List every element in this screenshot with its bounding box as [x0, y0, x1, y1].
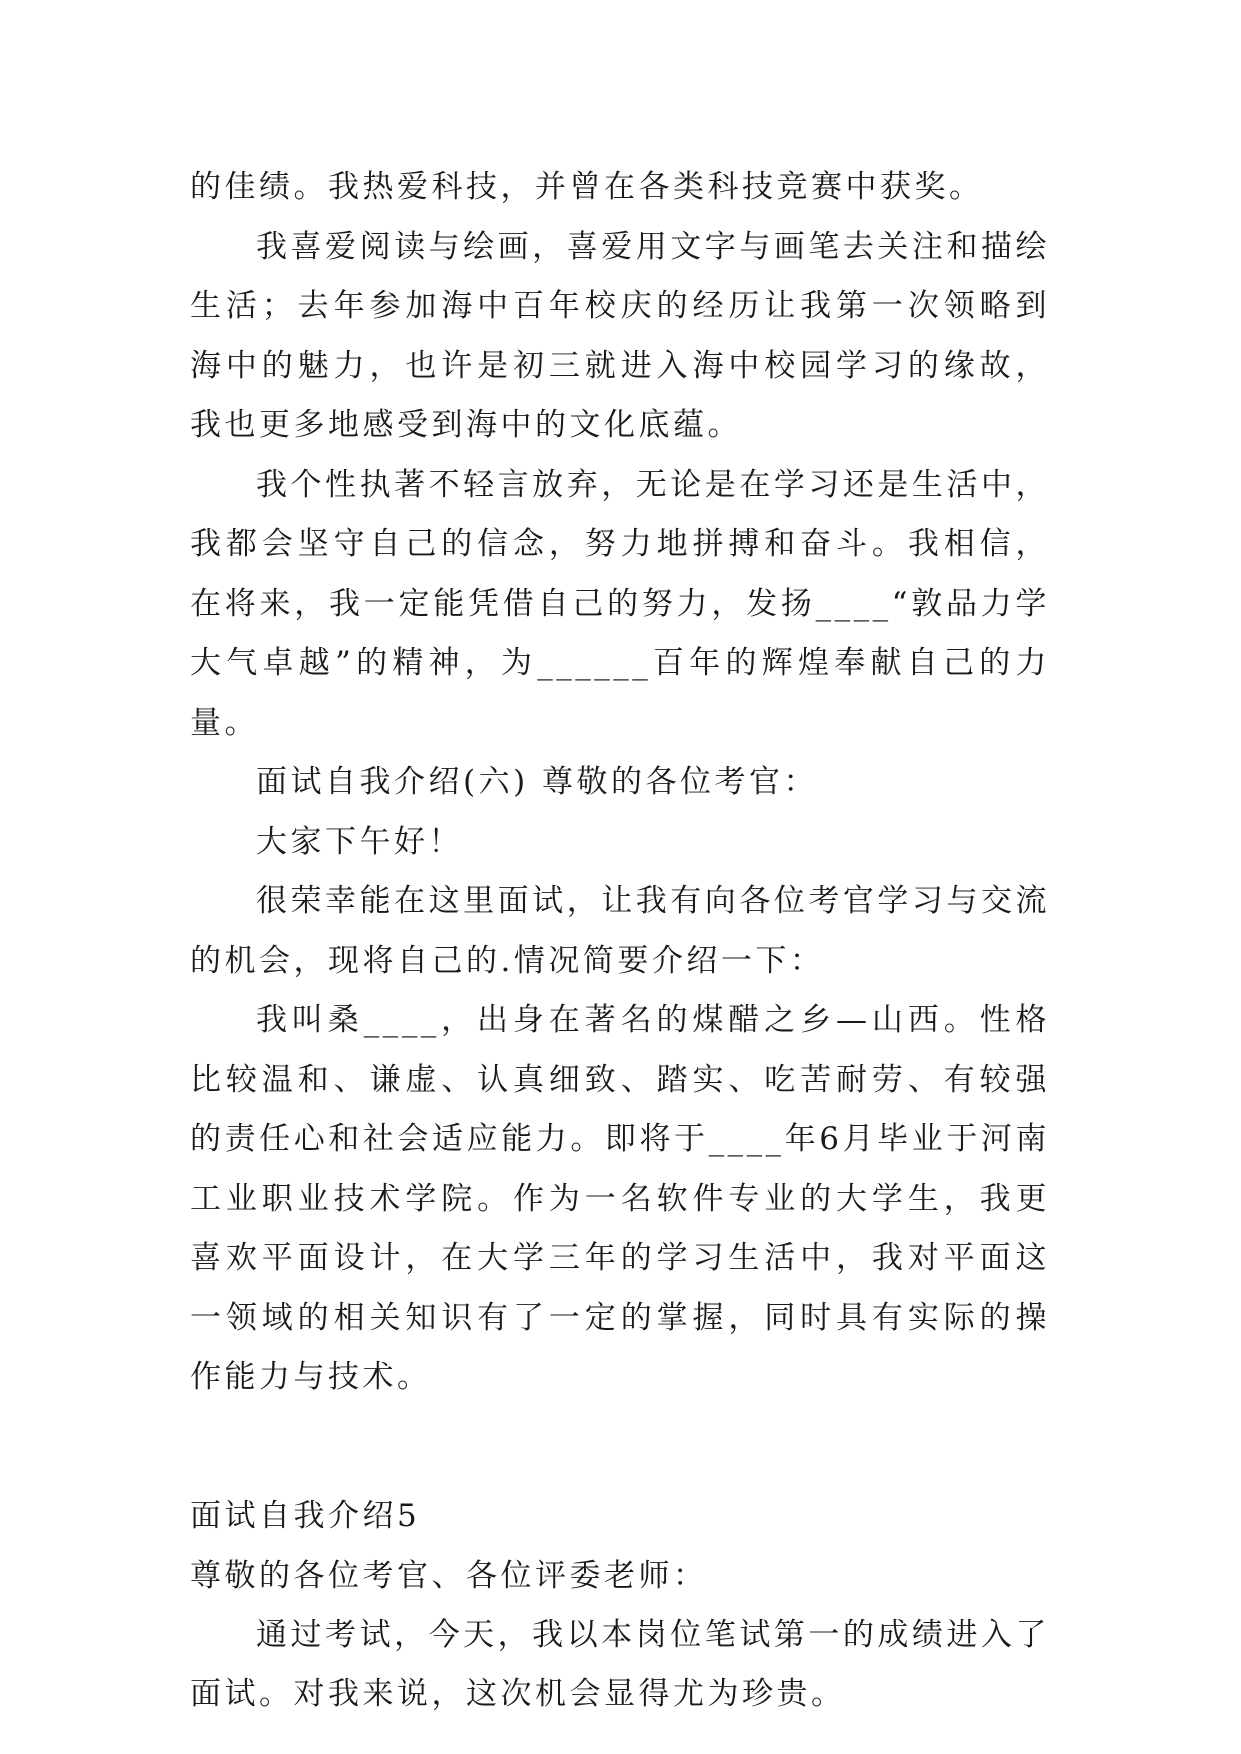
paragraph-personality: 我个性执著不轻言放弃，无论是在学习还是生活中，我都会坚守自己的信念，努力地拼搏和奋斗。我相信，在将来，我一定能凭借自己的努力，发扬____“敦品力学大气卓越”的精神，为______百年的辉煌奉献自己的力量。	[190, 466, 1050, 741]
section-title-six: 面试自我介绍(六) 尊敬的各位考官：	[256, 764, 819, 800]
section-heading-5: 面试自我介绍5	[190, 1497, 421, 1534]
document-body	[190, 158, 1050, 1725]
salutation: 尊敬的各位考官、各位评委老师：	[190, 1557, 708, 1594]
paragraph-continuation: 的佳绩。我热爱科技，并曾在各类科技竞赛中获奖。	[190, 169, 984, 205]
greeting: 大家下午好！	[256, 823, 463, 860]
paragraph-exam: 通过考试，今天，我以本岗位笔试第一的成绩进入了面试。对我来说，这次机会显得尤为珍贵。	[190, 1616, 1050, 1712]
section-spacer	[190, 1408, 1050, 1486]
paragraph-intro: 很荣幸能在这里面试，让我有向各位考官学习与交流的机会，现将自己的.情况简要介绍一下：	[190, 883, 1050, 979]
paragraph-hobbies: 我喜爱阅读与绘画，喜爱用文字与画笔去关注和描绘生活；去年参加海中百年校庆的经历让我第一次领略到海中的魅力，也许是初三就进入海中校园学习的缘故，我也更多地感受到海中的文化底蕴。	[190, 228, 1050, 443]
paragraph-background: 我叫桑____，出身在著名的煤醋之乡—山西。性格比较温和、谦虚、认真细致、踏实、吃苦耐劳、有较强的责任心和社会适应能力。即将于____年6月毕业于河南工业职业技术学院。作为一名软件专业的大学生，我更喜欢平面设计，在大学三年的学习生活中，我对平面这一领域的相关知识有了一定的掌握，同时具有实际的操作能力与技术。	[190, 1002, 1050, 1395]
